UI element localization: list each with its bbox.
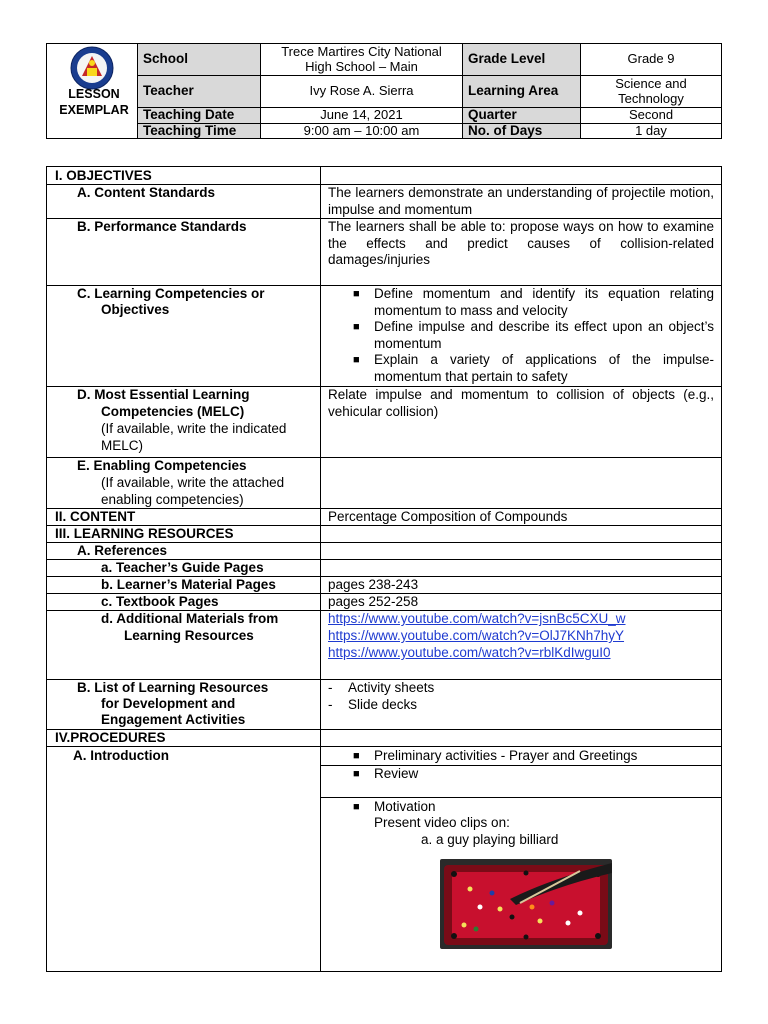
- video-link[interactable]: https://www.youtube.com/watch?v=OlJ7KNh7hyY: [328, 628, 625, 643]
- content-value: Percentage Composition of Compounds: [328, 509, 568, 524]
- lesson-exemplar-title: [51, 86, 137, 118]
- bullet-icon: ■: [353, 321, 360, 333]
- procedures-heading: IV.PROCEDURES: [55, 730, 166, 745]
- review-item: Review: [374, 766, 419, 781]
- additional-materials-label-line2: Learning Resources: [124, 628, 254, 643]
- learning-area-value: Science and Technology: [580, 75, 721, 107]
- melc-label-line1: D. Most Essential Learning: [77, 387, 250, 402]
- competencies-label-line1: C. Learning Competencies or: [77, 286, 265, 301]
- enabling-note-line1: (If available, write the attached: [101, 475, 285, 490]
- list-resources-label-line3: Engagement Activities: [101, 712, 246, 727]
- billiard-table-image: [440, 859, 612, 949]
- competency-item: Explain a variety of applications of the impulse-momentum that pertain to safety: [374, 352, 714, 384]
- additional-materials-label-line1: d. Additional Materials from: [101, 611, 279, 626]
- dash-icon: -: [328, 697, 333, 712]
- melc-note-line1: (If available, write the indicated: [101, 421, 287, 436]
- no-of-days-value: 1 day: [580, 123, 721, 138]
- motivation-item: Motivation: [374, 799, 436, 814]
- competencies-label-line2: Objectives: [101, 302, 170, 317]
- textbook-label: c. Textbook Pages: [101, 594, 219, 609]
- teaching-time-label: Teaching Time: [137, 123, 260, 138]
- school-label: School: [137, 44, 260, 75]
- preliminary-activities: Preliminary activities - Prayer and Greetings: [374, 748, 638, 763]
- quarter-label: Quarter: [462, 107, 580, 123]
- list-resources-label-line1: B. List of Learning Resources: [77, 680, 269, 695]
- learners-material-label: b. Learner’s Material Pages: [101, 577, 276, 592]
- clip-a-item: a. a guy playing billiard: [421, 832, 559, 847]
- teacher-value: Ivy Rose A. Sierra: [260, 75, 462, 107]
- column-divider: [320, 167, 321, 971]
- row-divider: [320, 797, 721, 798]
- references-label: A. References: [77, 543, 168, 558]
- bullet-icon: ■: [353, 288, 360, 300]
- content-standards-value: The learners demonstrate an understanding of projectile motion, impulse and momentum: [328, 185, 714, 217]
- list-resources-label-line2: for Development and: [101, 696, 236, 711]
- teaching-time-value: 9:00 am – 10:00 am: [260, 123, 462, 138]
- introduction-label: A. Introduction: [73, 748, 169, 763]
- teaching-date-label: Teaching Date: [137, 107, 260, 123]
- lesson-body-table: [46, 166, 722, 972]
- bullet-icon: ■: [353, 354, 360, 366]
- enabling-competencies-label: E. Enabling Competencies: [77, 458, 247, 473]
- textbook-value: pages 252-258: [328, 594, 419, 609]
- video-link[interactable]: https://www.youtube.com/watch?v=jsnBc5CXU_w: [328, 611, 626, 626]
- learning-resources-heading: III. LEARNING RESOURCES: [55, 526, 234, 541]
- grade-level-label: Grade Level: [462, 44, 580, 75]
- objectives-heading: I. OBJECTIVES: [55, 168, 152, 183]
- video-link[interactable]: https://www.youtube.com/watch?v=rblKdIwguI0: [328, 645, 611, 660]
- grade-level-value: Grade 9: [580, 44, 721, 75]
- teachers-guide-label: a. Teacher’s Guide Pages: [101, 560, 264, 575]
- lesson-header-table: [46, 43, 722, 139]
- performance-standards-value: The learners shall be able to: propose ways on how to examine the effects and predict causes of collision-related damages/injuries: [328, 219, 714, 267]
- bullet-icon: ■: [353, 768, 360, 780]
- competency-item: Define momentum and identify its equation relating momentum to mass and velocity: [374, 286, 714, 318]
- competency-item: Define impulse and describe its effect upon an object’s momentum: [374, 319, 714, 351]
- deped-seal-icon: [68, 46, 116, 90]
- resource-list-item: Activity sheets: [348, 680, 435, 695]
- teacher-label: Teacher: [137, 75, 260, 107]
- quarter-value: Second: [580, 107, 721, 123]
- enabling-note-line2: enabling competencies): [101, 492, 244, 507]
- melc-value: Relate impulse and momentum to collision of objects (e.g., vehicular collision): [328, 387, 714, 419]
- melc-note-line2: MELC): [101, 438, 144, 453]
- lesson-exemplar-text: LESSON EXEMPLAR: [59, 87, 129, 117]
- teaching-date-value: June 14, 2021: [260, 107, 462, 123]
- performance-standards-label: B. Performance Standards: [77, 219, 247, 234]
- bullet-icon: ■: [353, 750, 360, 762]
- school-value: Trece Martires City National High School – Main: [260, 44, 462, 75]
- learners-material-value: pages 238-243: [328, 577, 419, 592]
- billiard-photo: [440, 859, 612, 949]
- bullet-icon: ■: [353, 801, 360, 813]
- motivation-subtext: Present video clips on:: [374, 815, 510, 830]
- content-heading: II. CONTENT: [55, 509, 136, 524]
- dash-icon: -: [328, 680, 333, 695]
- melc-label-line2: Competencies (MELC): [101, 404, 245, 419]
- content-standards-label: A. Content Standards: [77, 185, 216, 200]
- learning-area-label: Learning Area: [462, 75, 580, 107]
- resource-list-item: Slide decks: [348, 697, 418, 712]
- no-of-days-label: No. of Days: [462, 123, 580, 138]
- logo-area: [47, 44, 137, 138]
